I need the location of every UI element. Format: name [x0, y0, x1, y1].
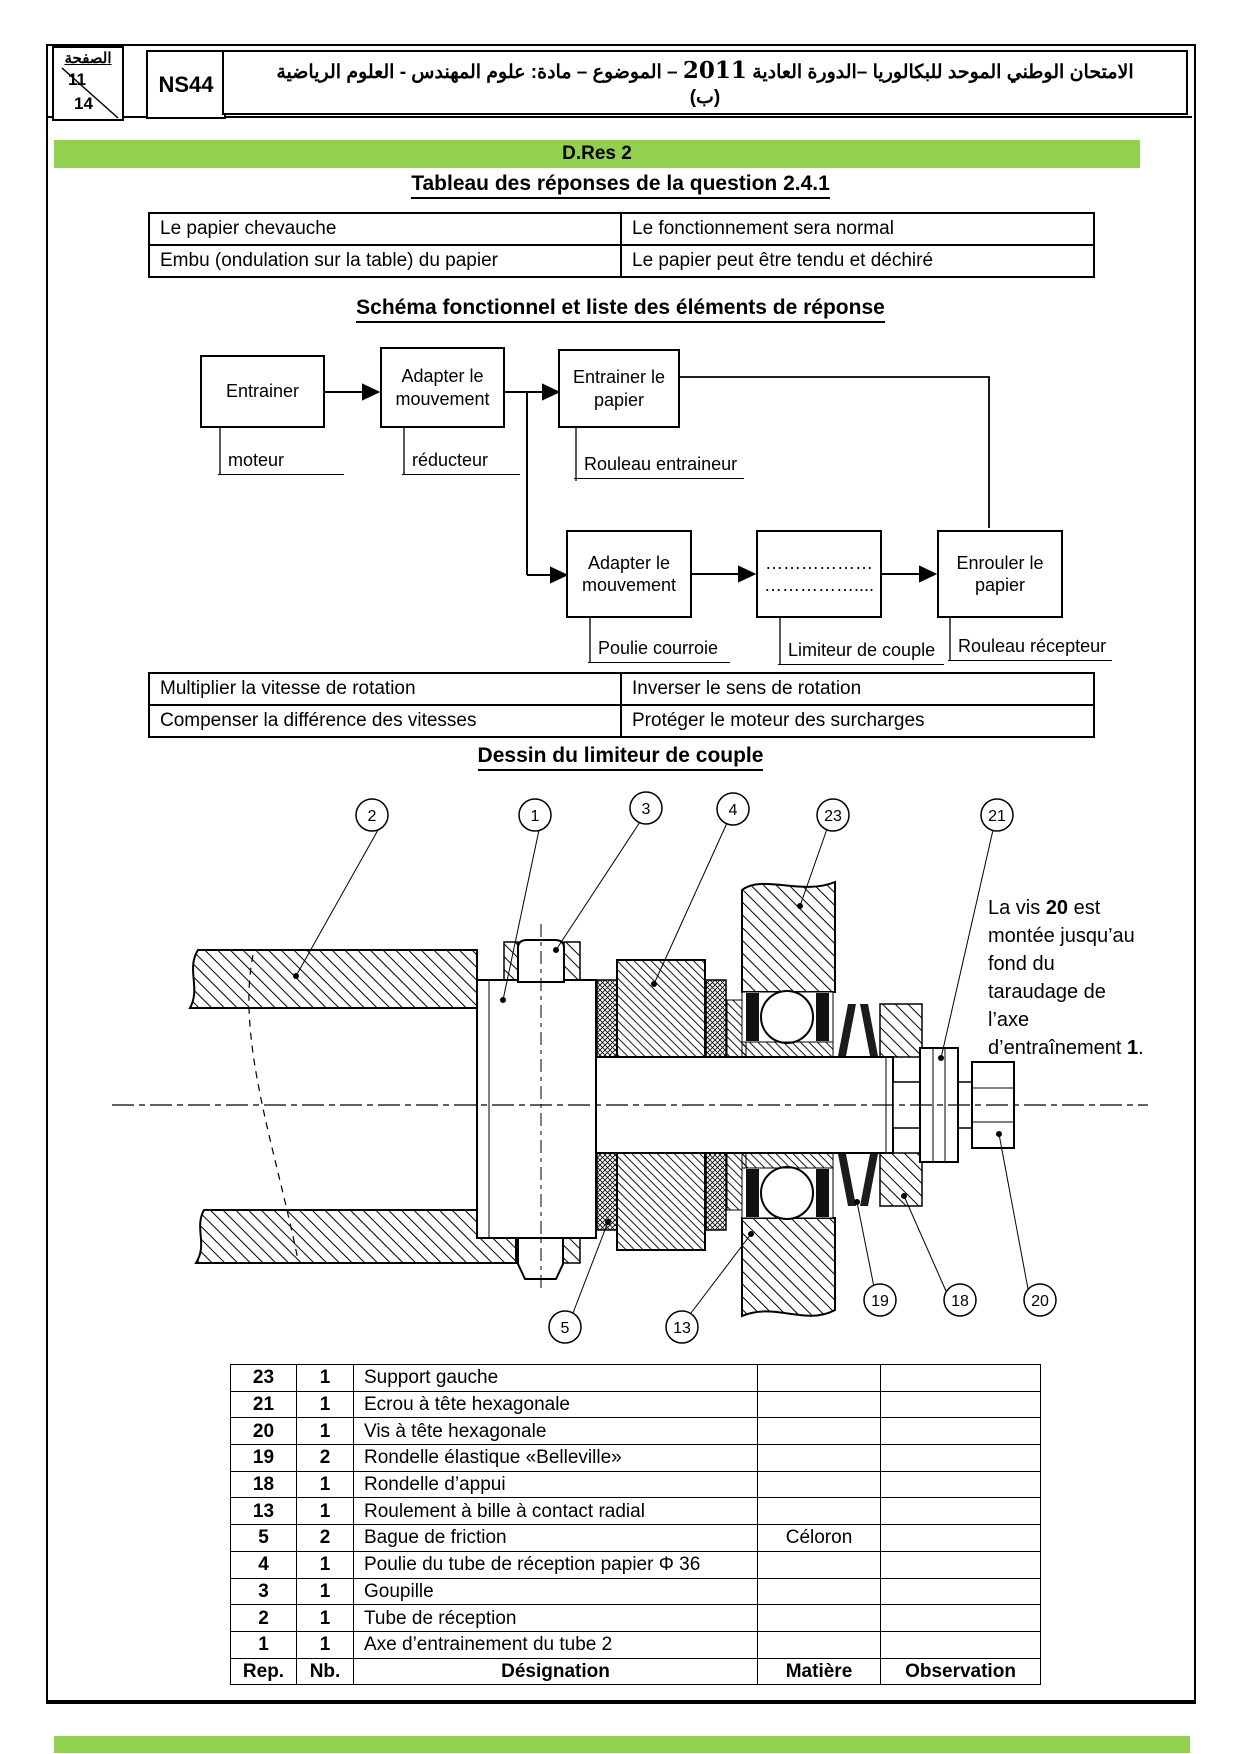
- diagram-box-entrainer: Entrainer: [200, 355, 325, 428]
- diagram-box-enrouler: Enrouler le papier: [937, 530, 1063, 618]
- table-cell: Embu (ondulation sur la table) du papier: [149, 245, 621, 277]
- table-cell: Le papier chevauche: [149, 213, 621, 245]
- exam-code: NS44: [158, 71, 214, 97]
- table-cell: Multiplier la vitesse de rotation: [149, 673, 621, 705]
- balloon-5: [549, 1311, 581, 1343]
- dres2-banner: [54, 140, 1140, 168]
- b3-to-b6-connector: [680, 377, 989, 528]
- balloon-19: [864, 1284, 896, 1316]
- answers-table-2: [148, 672, 1095, 738]
- diagram-box-dotted-answer: ……………… ……………....: [756, 530, 882, 618]
- table-row: 2 1 Tube de réception: [231, 1605, 1041, 1632]
- answers-table-1: [148, 212, 1095, 278]
- diagram-box-adapter-1: Adapter le mouvement: [380, 347, 505, 428]
- section3-title: Dessin du limiteur de couple: [148, 744, 1093, 771]
- balloon-20: [1024, 1284, 1056, 1316]
- page-number-box: [52, 46, 124, 121]
- svg-text:1: 1: [530, 808, 540, 825]
- section1-title: Tableau des réponses de la question 2.4.1: [148, 172, 1093, 199]
- table-row: 21 1 Ecrou à tête hexagonale: [231, 1391, 1041, 1418]
- table-row: 19 2 Rondelle élastique «Belleville»: [231, 1445, 1041, 1472]
- svg-text:3: 3: [641, 801, 651, 818]
- parts-table: [230, 1364, 1041, 1685]
- svg-text:23: 23: [824, 808, 842, 825]
- balloon-3: [630, 792, 662, 824]
- diagram-label-rouleau-entraineur: Rouleau entraineur: [574, 454, 744, 479]
- parts-table-header-row: Rep. Nb. Désignation Matière Observation: [231, 1658, 1041, 1685]
- diagram-box-entrainer-papier: Entrainer le papier: [558, 349, 680, 428]
- section2-title: Schéma fonctionnel et liste des éléments de réponse: [148, 296, 1093, 323]
- svg-text:5: 5: [560, 1320, 570, 1337]
- table-row: 23 1 Support gauche: [231, 1365, 1041, 1392]
- table-cell: Protéger le moteur des surcharges: [621, 705, 1094, 737]
- table-row: 18 1 Rondelle d’appui: [231, 1471, 1041, 1498]
- balloon-23: [817, 799, 849, 831]
- exam-title-line2: (ب): [689, 86, 721, 108]
- exam-title-box: [222, 50, 1188, 115]
- exam-year: 2011: [682, 57, 747, 84]
- diagram-label-moteur: moteur: [218, 450, 344, 475]
- table-cell: Le papier peut être tendu et déchiré: [621, 245, 1094, 277]
- exam-title-line1: الامتحان الوطني الموحد للبكالوريا –الدورة العادية 2011 – الموضوع – مادة: علوم المهندس - العلوم الرياضية: [276, 57, 1134, 84]
- table-row: 20 1 Vis à tête hexagonale: [231, 1418, 1041, 1445]
- svg-text:21: 21: [988, 808, 1006, 825]
- diagram-label-reducteur: réducteur: [402, 450, 520, 475]
- balloon-21: [981, 799, 1013, 831]
- exam-code-box: [146, 50, 226, 119]
- svg-text:19: 19: [871, 1293, 889, 1310]
- table-row: [149, 705, 1094, 737]
- table-row: [149, 673, 1094, 705]
- table-row: 13 1 Roulement à bille à contact radial: [231, 1498, 1041, 1525]
- table-row: [149, 245, 1094, 277]
- diagram-label-poulie-courroie: Poulie courroie: [588, 638, 730, 663]
- table-row: [149, 213, 1094, 245]
- svg-text:4: 4: [728, 802, 738, 819]
- svg-text:18: 18: [951, 1293, 969, 1310]
- page-number: 11: [68, 70, 86, 89]
- bottom-green-bar: [54, 1736, 1190, 1753]
- table-row: 3 1 Goupille: [231, 1578, 1041, 1605]
- svg-text:2: 2: [367, 808, 377, 825]
- table-row: 4 1 Poulie du tube de réception papier Φ 36: [231, 1551, 1041, 1578]
- svg-text:20: 20: [1031, 1293, 1049, 1310]
- table-cell: Le fonctionnement sera normal: [621, 213, 1094, 245]
- balloon-18: [944, 1284, 976, 1316]
- dres2-label: D.Res 2: [562, 143, 632, 164]
- balloon-1: [519, 799, 551, 831]
- diagram-box-adapter-2: Adapter le mouvement: [566, 530, 692, 618]
- page-label: الصفحة: [64, 50, 112, 67]
- table-row: 1 1 Axe d’entrainement du tube 2: [231, 1631, 1041, 1658]
- diagram-label-limiteur-de-couple: Limiteur de couple: [778, 640, 944, 665]
- page-total: 14: [74, 94, 93, 113]
- diagram-label-rouleau-recepteur: Rouleau récepteur: [948, 636, 1112, 661]
- balloon-2: [356, 799, 388, 831]
- balloon-4: [717, 793, 749, 825]
- table-row: 5 2 Bague de friction Céloron: [231, 1525, 1041, 1552]
- drive-axle-1: [477, 980, 596, 1238]
- svg-text:13: 13: [673, 1320, 691, 1337]
- page-fraction-slash: [54, 48, 122, 119]
- table-cell: Inverser le sens de rotation: [621, 673, 1094, 705]
- screw-mounting-note: La vis 20 est montée jusqu’au fond du taraudage de l’axe d’entraînement 1.: [988, 897, 1144, 1059]
- table-cell: Compenser la différence des vitesses: [149, 705, 621, 737]
- balloon-13: [666, 1311, 698, 1343]
